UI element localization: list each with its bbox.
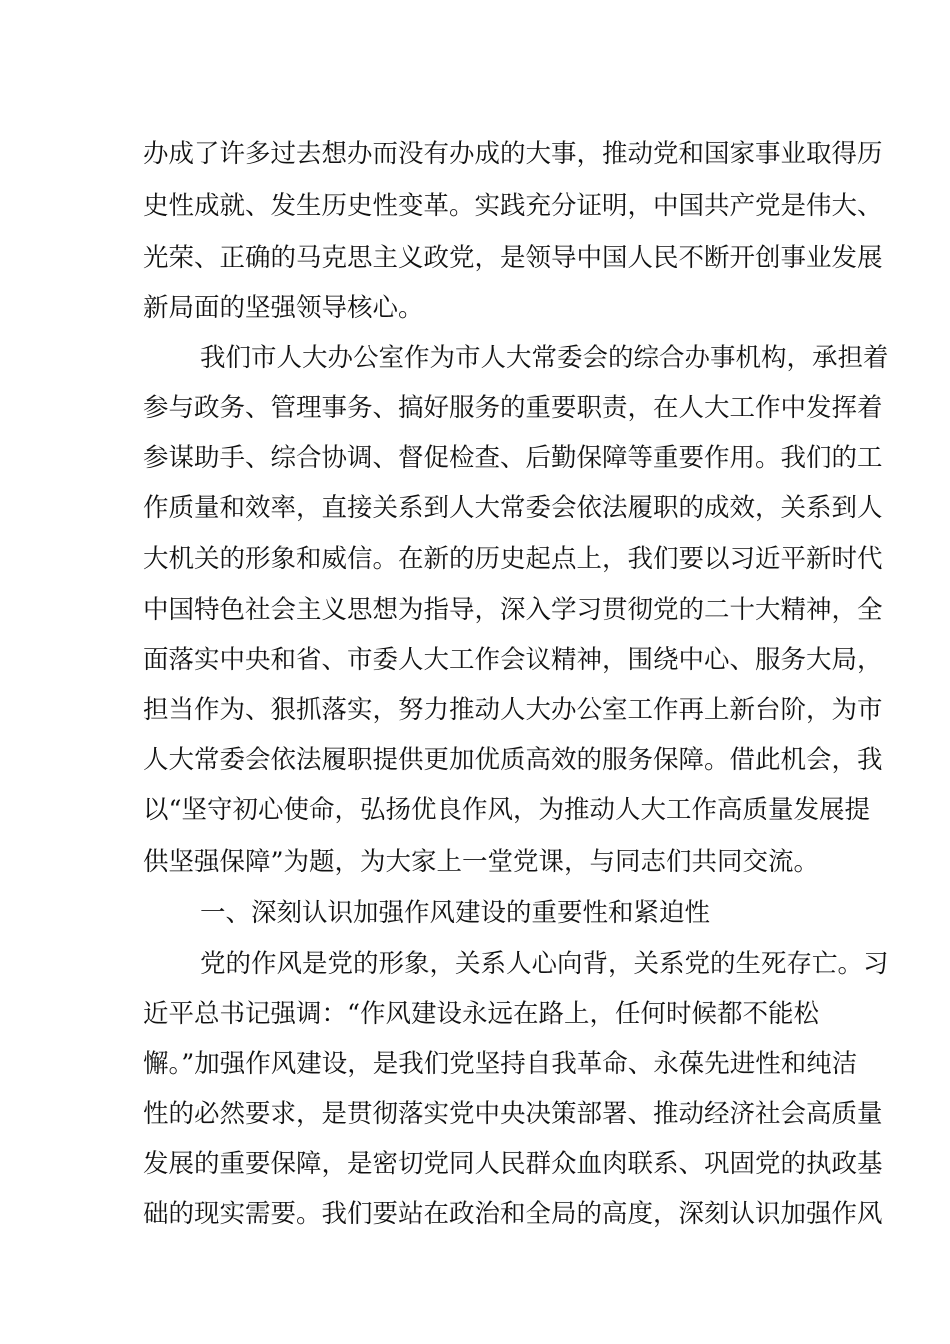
text-line: 发展的重要保障，是密切党同人民群众血肉联系、巩固党的执政基 — [143, 1149, 883, 1179]
text-line: 供坚强保障”为题，为大家上一堂党课，与同志们共同交流。 — [143, 847, 820, 877]
text-line: 性的必然要求，是贯彻落实党中央决策部署、推动经济社会高质量 — [143, 1099, 883, 1129]
text-line: 参谋助手、综合协调、督促检查、后勤保障等重要作用。我们的工 — [143, 443, 883, 473]
text-line: 以“坚守初心使命，弘扬优良作风，为推动人大工作高质量发展提 — [143, 795, 871, 825]
text-line: 新局面的坚强领导核心。 — [143, 293, 424, 323]
text-line: 担当作为、狠抓落实，努力推动人大办公室工作再上新台阶，为市 — [143, 695, 883, 725]
text-line: 史性成就、发生历史性变革。实践充分证明，中国共产党是伟大、 — [143, 191, 883, 221]
text-line: 近平总书记强调：“作风建设永远在路上，任何时候都不能松 — [143, 999, 820, 1029]
text-line: 办成了许多过去想办而没有办成的大事，推动党和国家事业取得历 — [143, 139, 883, 169]
text-line: 中国特色社会主义思想为指导，深入学习贯彻党的二十大精神，全 — [143, 595, 883, 625]
section-heading: 一、深刻认识加强作风建设的重要性和紧迫性 — [200, 898, 711, 928]
text-line: 人大常委会依法履职提供更加优质高效的服务保障。借此机会，我 — [143, 745, 883, 775]
text-line: 参与政务、管理事务、搞好服务的重要职责，在人大工作中发挥着 — [143, 393, 883, 423]
text-line: 面落实中央和省、市委人大工作会议精神，围绕中心、服务大局， — [143, 645, 883, 675]
text-line: 大机关的形象和威信。在新的历史起点上，我们要以习近平新时代 — [143, 544, 883, 574]
text-line: 础的现实需要。我们要站在政治和全局的高度，深刻认识加强作风 — [143, 1199, 883, 1229]
text-line: 我们市人大办公室作为市人大常委会的综合办事机构，承担着 — [200, 343, 889, 373]
text-line: 懈。”加强作风建设，是我们党坚持自我革命、永葆先进性和纯洁 — [143, 1049, 858, 1079]
text-line: 党的作风是党的形象，关系人心向背，关系党的生死存亡。习 — [200, 949, 889, 979]
text-line: 光荣、正确的马克思主义政党，是领导中国人民不断开创事业发展 — [143, 243, 883, 273]
text-line: 作质量和效率，直接关系到人大常委会依法履职的成效，关系到人 — [143, 493, 883, 523]
